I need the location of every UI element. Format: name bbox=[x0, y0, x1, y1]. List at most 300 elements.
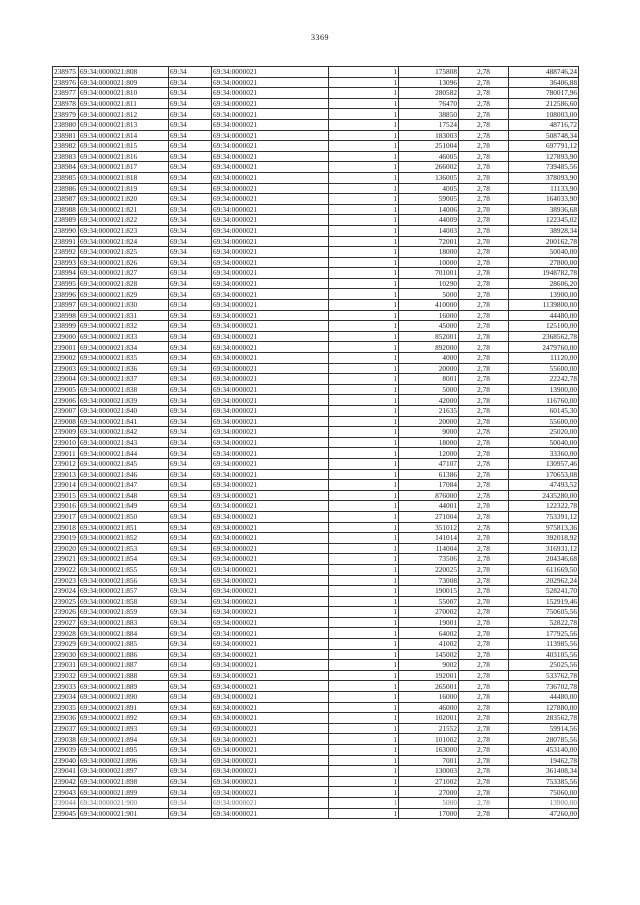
table-row bbox=[53, 543, 579, 554]
table-row bbox=[53, 787, 579, 798]
row-id-cell: 239026 bbox=[53, 607, 79, 618]
district-code-cell: 69:34 bbox=[169, 660, 212, 671]
area-cell: 47107 bbox=[399, 458, 459, 469]
value-cell: 753391,12 bbox=[509, 511, 579, 522]
table-row bbox=[53, 225, 579, 236]
rate-cell: 2,78 bbox=[459, 109, 509, 120]
district-code-cell: 69:34 bbox=[169, 702, 212, 713]
block-number-cell: 69:34:0000021 bbox=[212, 448, 329, 459]
block-number-cell: 69:34:0000021 bbox=[212, 183, 329, 194]
area-cell: 10290 bbox=[399, 278, 459, 289]
rate-cell: 2,78 bbox=[459, 713, 509, 724]
table-row bbox=[53, 617, 579, 628]
area-cell: 145002 bbox=[399, 649, 459, 660]
district-code-cell: 69:34 bbox=[169, 119, 212, 130]
area-cell: 192001 bbox=[399, 670, 459, 681]
area-cell: 19001 bbox=[399, 617, 459, 628]
value-cell: 283562,78 bbox=[509, 713, 579, 724]
district-code-cell: 69:34 bbox=[169, 194, 212, 205]
cadastral-number-cell: 69:34:0000021:845 bbox=[79, 458, 169, 469]
block-number-cell: 69:34:0000021 bbox=[212, 787, 329, 798]
rate-cell: 2,78 bbox=[459, 607, 509, 618]
district-code-cell: 69:34 bbox=[169, 395, 212, 406]
area-cell: 17000 bbox=[399, 808, 459, 819]
district-code-cell: 69:34 bbox=[169, 236, 212, 247]
cadastral-number-cell: 69:34:0000021:834 bbox=[79, 342, 169, 353]
count-cell: 1 bbox=[329, 660, 399, 671]
rate-cell: 2,78 bbox=[459, 395, 509, 406]
rate-cell: 2,78 bbox=[459, 522, 509, 533]
area-cell: 220025 bbox=[399, 564, 459, 575]
district-code-cell: 69:34 bbox=[169, 88, 212, 99]
row-id-cell: 239010 bbox=[53, 437, 79, 448]
row-id-cell: 238982 bbox=[53, 141, 79, 152]
value-cell: 152919,46 bbox=[509, 596, 579, 607]
rate-cell: 2,78 bbox=[459, 734, 509, 745]
value-cell: 533762,78 bbox=[509, 670, 579, 681]
table-row bbox=[53, 257, 579, 268]
cadastral-number-cell: 69:34:0000021:850 bbox=[79, 511, 169, 522]
row-id-cell: 239027 bbox=[53, 617, 79, 628]
block-number-cell: 69:34:0000021 bbox=[212, 98, 329, 109]
block-number-cell: 69:34:0000021 bbox=[212, 490, 329, 501]
area-cell: 852001 bbox=[399, 331, 459, 342]
count-cell: 1 bbox=[329, 342, 399, 353]
district-code-cell: 69:34 bbox=[169, 469, 212, 480]
rate-cell: 2,78 bbox=[459, 416, 509, 427]
row-id-cell: 238997 bbox=[53, 300, 79, 311]
block-number-cell: 69:34:0000021 bbox=[212, 406, 329, 417]
row-id-cell: 239031 bbox=[53, 660, 79, 671]
rate-cell: 2,78 bbox=[459, 660, 509, 671]
table-row bbox=[53, 554, 579, 565]
rate-cell: 2,78 bbox=[459, 67, 509, 78]
table-row bbox=[53, 247, 579, 258]
block-number-cell: 69:34:0000021 bbox=[212, 331, 329, 342]
count-cell: 1 bbox=[329, 564, 399, 575]
table-row bbox=[53, 660, 579, 671]
value-cell: 528241,70 bbox=[509, 586, 579, 597]
table-row bbox=[53, 458, 579, 469]
area-cell: 72001 bbox=[399, 236, 459, 247]
count-cell: 1 bbox=[329, 458, 399, 469]
value-cell: 19462,78 bbox=[509, 755, 579, 766]
block-number-cell: 69:34:0000021 bbox=[212, 586, 329, 597]
value-cell: 202962,24 bbox=[509, 575, 579, 586]
district-code-cell: 69:34 bbox=[169, 458, 212, 469]
block-number-cell: 69:34:0000021 bbox=[212, 225, 329, 236]
district-code-cell: 69:34 bbox=[169, 374, 212, 385]
row-id-cell: 239025 bbox=[53, 596, 79, 607]
row-id-cell: 239022 bbox=[53, 564, 79, 575]
cadastral-number-cell: 69:34:0000021:826 bbox=[79, 257, 169, 268]
area-cell: 4000 bbox=[399, 353, 459, 364]
block-number-cell: 69:34:0000021 bbox=[212, 522, 329, 533]
table-row bbox=[53, 194, 579, 205]
count-cell: 1 bbox=[329, 225, 399, 236]
count-cell: 1 bbox=[329, 416, 399, 427]
value-cell: 611669,50 bbox=[509, 564, 579, 575]
rate-cell: 2,78 bbox=[459, 511, 509, 522]
table-row bbox=[53, 808, 579, 819]
row-id-cell: 239013 bbox=[53, 469, 79, 480]
count-cell: 1 bbox=[329, 808, 399, 819]
value-cell: 1139800,00 bbox=[509, 300, 579, 311]
district-code-cell: 69:34 bbox=[169, 289, 212, 300]
cadastral-number-cell: 69:34:0000021:823 bbox=[79, 225, 169, 236]
block-number-cell: 69:34:0000021 bbox=[212, 607, 329, 618]
district-code-cell: 69:34 bbox=[169, 501, 212, 512]
area-cell: 265001 bbox=[399, 681, 459, 692]
count-cell: 1 bbox=[329, 278, 399, 289]
row-id-cell: 239006 bbox=[53, 395, 79, 406]
row-id-cell: 239016 bbox=[53, 501, 79, 512]
block-number-cell: 69:34:0000021 bbox=[212, 395, 329, 406]
block-number-cell: 69:34:0000021 bbox=[212, 692, 329, 703]
row-id-cell: 239044 bbox=[53, 797, 79, 808]
area-cell: 251004 bbox=[399, 141, 459, 152]
cadastral-number-cell: 69:34:0000021:813 bbox=[79, 119, 169, 130]
row-id-cell: 238981 bbox=[53, 130, 79, 141]
district-code-cell: 69:34 bbox=[169, 607, 212, 618]
value-cell: 13900,00 bbox=[509, 289, 579, 300]
block-number-cell: 69:34:0000021 bbox=[212, 713, 329, 724]
value-cell: 33360,00 bbox=[509, 448, 579, 459]
value-cell: 25020,00 bbox=[509, 427, 579, 438]
block-number-cell: 69:34:0000021 bbox=[212, 257, 329, 268]
rate-cell: 2,78 bbox=[459, 119, 509, 130]
count-cell: 1 bbox=[329, 395, 399, 406]
value-cell: 13900,00 bbox=[509, 384, 579, 395]
value-cell: 50040,00 bbox=[509, 437, 579, 448]
rate-cell: 2,78 bbox=[459, 448, 509, 459]
row-id-cell: 238984 bbox=[53, 162, 79, 173]
district-code-cell: 69:34 bbox=[169, 310, 212, 321]
block-number-cell: 69:34:0000021 bbox=[212, 554, 329, 565]
value-cell: 280785,56 bbox=[509, 734, 579, 745]
table-row bbox=[53, 77, 579, 88]
cadastral-number-cell: 69:34:0000021:846 bbox=[79, 469, 169, 480]
area-cell: 351012 bbox=[399, 522, 459, 533]
row-id-cell: 239003 bbox=[53, 363, 79, 374]
block-number-cell: 69:34:0000021 bbox=[212, 384, 329, 395]
block-number-cell: 69:34:0000021 bbox=[212, 469, 329, 480]
page-number: 3369 bbox=[311, 33, 329, 42]
table-row bbox=[53, 162, 579, 173]
rate-cell: 2,78 bbox=[459, 490, 509, 501]
row-id-cell: 238985 bbox=[53, 172, 79, 183]
value-cell: 378093,90 bbox=[509, 172, 579, 183]
count-cell: 1 bbox=[329, 501, 399, 512]
rate-cell: 2,78 bbox=[459, 342, 509, 353]
block-number-cell: 69:34:0000021 bbox=[212, 575, 329, 586]
area-cell: 183003 bbox=[399, 130, 459, 141]
value-cell: 38936,68 bbox=[509, 204, 579, 215]
value-cell: 108003,00 bbox=[509, 109, 579, 120]
cadastral-number-cell: 69:34:0000021:854 bbox=[79, 554, 169, 565]
district-code-cell: 69:34 bbox=[169, 490, 212, 501]
table-row bbox=[53, 215, 579, 226]
rate-cell: 2,78 bbox=[459, 236, 509, 247]
row-id-cell: 238983 bbox=[53, 151, 79, 162]
value-cell: 50040,00 bbox=[509, 247, 579, 258]
count-cell: 1 bbox=[329, 554, 399, 565]
value-cell: 316931,12 bbox=[509, 543, 579, 554]
rate-cell: 2,78 bbox=[459, 543, 509, 554]
rate-cell: 2,78 bbox=[459, 406, 509, 417]
rate-cell: 2,78 bbox=[459, 194, 509, 205]
area-cell: 73506 bbox=[399, 554, 459, 565]
count-cell: 1 bbox=[329, 586, 399, 597]
count-cell: 1 bbox=[329, 289, 399, 300]
area-cell: 280582 bbox=[399, 88, 459, 99]
rate-cell: 2,78 bbox=[459, 331, 509, 342]
area-cell: 410000 bbox=[399, 300, 459, 311]
area-cell: 73008 bbox=[399, 575, 459, 586]
value-cell: 212586,60 bbox=[509, 98, 579, 109]
count-cell: 1 bbox=[329, 681, 399, 692]
area-cell: 76470 bbox=[399, 98, 459, 109]
district-code-cell: 69:34 bbox=[169, 808, 212, 819]
rate-cell: 2,78 bbox=[459, 681, 509, 692]
district-code-cell: 69:34 bbox=[169, 745, 212, 756]
table-row bbox=[53, 204, 579, 215]
table-row bbox=[53, 745, 579, 756]
rate-cell: 2,78 bbox=[459, 787, 509, 798]
block-number-cell: 69:34:0000021 bbox=[212, 501, 329, 512]
district-code-cell: 69:34 bbox=[169, 755, 212, 766]
district-code-cell: 69:34 bbox=[169, 109, 212, 120]
rate-cell: 2,78 bbox=[459, 797, 509, 808]
block-number-cell: 69:34:0000021 bbox=[212, 437, 329, 448]
area-cell: 16000 bbox=[399, 310, 459, 321]
row-id-cell: 238979 bbox=[53, 109, 79, 120]
table-row bbox=[53, 702, 579, 713]
cadastral-number-cell: 69:34:0000021:892 bbox=[79, 713, 169, 724]
value-cell: 52822,78 bbox=[509, 617, 579, 628]
value-cell: 25025,56 bbox=[509, 660, 579, 671]
count-cell: 1 bbox=[329, 575, 399, 586]
block-number-cell: 69:34:0000021 bbox=[212, 204, 329, 215]
row-id-cell: 239036 bbox=[53, 713, 79, 724]
count-cell: 1 bbox=[329, 692, 399, 703]
district-code-cell: 69:34 bbox=[169, 628, 212, 639]
rate-cell: 2,78 bbox=[459, 480, 509, 491]
value-cell: 736702,78 bbox=[509, 681, 579, 692]
area-cell: 61386 bbox=[399, 469, 459, 480]
rate-cell: 2,78 bbox=[459, 268, 509, 279]
value-cell: 170653,08 bbox=[509, 469, 579, 480]
district-code-cell: 69:34 bbox=[169, 713, 212, 724]
row-id-cell: 238998 bbox=[53, 310, 79, 321]
count-cell: 1 bbox=[329, 787, 399, 798]
count-cell: 1 bbox=[329, 310, 399, 321]
cadastral-number-cell: 69:34:0000021:818 bbox=[79, 172, 169, 183]
block-number-cell: 69:34:0000021 bbox=[212, 268, 329, 279]
block-number-cell: 69:34:0000021 bbox=[212, 511, 329, 522]
row-id-cell: 238987 bbox=[53, 194, 79, 205]
table-row bbox=[53, 406, 579, 417]
count-cell: 1 bbox=[329, 119, 399, 130]
cadastral-number-cell: 69:34:0000021:840 bbox=[79, 406, 169, 417]
value-cell: 44480,00 bbox=[509, 310, 579, 321]
row-id-cell: 238980 bbox=[53, 119, 79, 130]
count-cell: 1 bbox=[329, 130, 399, 141]
area-cell: 21635 bbox=[399, 406, 459, 417]
row-id-cell: 239023 bbox=[53, 575, 79, 586]
block-number-cell: 69:34:0000021 bbox=[212, 374, 329, 385]
value-cell: 200162,78 bbox=[509, 236, 579, 247]
cadastral-number-cell: 69:34:0000021:855 bbox=[79, 564, 169, 575]
district-code-cell: 69:34 bbox=[169, 692, 212, 703]
rate-cell: 2,78 bbox=[459, 151, 509, 162]
rate-cell: 2,78 bbox=[459, 321, 509, 332]
area-cell: 13096 bbox=[399, 77, 459, 88]
area-cell: 42000 bbox=[399, 395, 459, 406]
cadastral-number-cell: 69:34:0000021:849 bbox=[79, 501, 169, 512]
area-cell: 20000 bbox=[399, 416, 459, 427]
district-code-cell: 69:34 bbox=[169, 734, 212, 745]
cadastral-number-cell: 69:34:0000021:851 bbox=[79, 522, 169, 533]
value-cell: 75060,00 bbox=[509, 787, 579, 798]
rate-cell: 2,78 bbox=[459, 766, 509, 777]
district-code-cell: 69:34 bbox=[169, 564, 212, 575]
district-code-cell: 69:34 bbox=[169, 172, 212, 183]
count-cell: 1 bbox=[329, 723, 399, 734]
row-id-cell: 239019 bbox=[53, 533, 79, 544]
area-cell: 27000 bbox=[399, 787, 459, 798]
cadastral-number-cell: 69:34:0000021:809 bbox=[79, 77, 169, 88]
rate-cell: 2,78 bbox=[459, 384, 509, 395]
cadastral-number-cell: 69:34:0000021:841 bbox=[79, 416, 169, 427]
rate-cell: 2,78 bbox=[459, 427, 509, 438]
count-cell: 1 bbox=[329, 702, 399, 713]
table-row bbox=[53, 321, 579, 332]
block-number-cell: 69:34:0000021 bbox=[212, 215, 329, 226]
cadastral-number-cell: 69:34:0000021:839 bbox=[79, 395, 169, 406]
district-code-cell: 69:34 bbox=[169, 586, 212, 597]
area-cell: 16000 bbox=[399, 692, 459, 703]
row-id-cell: 239041 bbox=[53, 766, 79, 777]
cadastral-number-cell: 69:34:0000021:844 bbox=[79, 448, 169, 459]
count-cell: 1 bbox=[329, 247, 399, 258]
district-code-cell: 69:34 bbox=[169, 215, 212, 226]
count-cell: 1 bbox=[329, 490, 399, 501]
area-cell: 9000 bbox=[399, 427, 459, 438]
count-cell: 1 bbox=[329, 437, 399, 448]
cadastral-number-cell: 69:34:0000021:835 bbox=[79, 353, 169, 364]
block-number-cell: 69:34:0000021 bbox=[212, 109, 329, 120]
table-row bbox=[53, 289, 579, 300]
cadastral-number-cell: 69:34:0000021:836 bbox=[79, 363, 169, 374]
table-row bbox=[53, 639, 579, 650]
cadastral-number-cell: 69:34:0000021:828 bbox=[79, 278, 169, 289]
rate-cell: 2,78 bbox=[459, 776, 509, 787]
table-row bbox=[53, 384, 579, 395]
count-cell: 1 bbox=[329, 331, 399, 342]
district-code-cell: 69:34 bbox=[169, 480, 212, 491]
row-id-cell: 238991 bbox=[53, 236, 79, 247]
row-id-cell: 239020 bbox=[53, 543, 79, 554]
rate-cell: 2,78 bbox=[459, 723, 509, 734]
row-id-cell: 239029 bbox=[53, 639, 79, 650]
block-number-cell: 69:34:0000021 bbox=[212, 247, 329, 258]
row-id-cell: 239002 bbox=[53, 353, 79, 364]
block-number-cell: 69:34:0000021 bbox=[212, 162, 329, 173]
cadastral-number-cell: 69:34:0000021:833 bbox=[79, 331, 169, 342]
block-number-cell: 69:34:0000021 bbox=[212, 649, 329, 660]
table-row bbox=[53, 596, 579, 607]
area-cell: 175808 bbox=[399, 67, 459, 78]
count-cell: 1 bbox=[329, 649, 399, 660]
table-row bbox=[53, 681, 579, 692]
table-row bbox=[53, 363, 579, 374]
cadastral-number-cell: 69:34:0000021:883 bbox=[79, 617, 169, 628]
count-cell: 1 bbox=[329, 236, 399, 247]
district-code-cell: 69:34 bbox=[169, 268, 212, 279]
district-code-cell: 69:34 bbox=[169, 681, 212, 692]
registry-table bbox=[52, 66, 579, 819]
area-cell: 14006 bbox=[399, 204, 459, 215]
value-cell: 453140,00 bbox=[509, 745, 579, 756]
row-id-cell: 238996 bbox=[53, 289, 79, 300]
area-cell: 59005 bbox=[399, 194, 459, 205]
area-cell: 7001 bbox=[399, 755, 459, 766]
district-code-cell: 69:34 bbox=[169, 141, 212, 152]
rate-cell: 2,78 bbox=[459, 702, 509, 713]
block-number-cell: 69:34:0000021 bbox=[212, 681, 329, 692]
count-cell: 1 bbox=[329, 533, 399, 544]
area-cell: 45000 bbox=[399, 321, 459, 332]
rate-cell: 2,78 bbox=[459, 670, 509, 681]
cadastral-number-cell: 69:34:0000021:821 bbox=[79, 204, 169, 215]
table-row bbox=[53, 766, 579, 777]
cadastral-number-cell: 69:34:0000021:810 bbox=[79, 88, 169, 99]
value-cell: 44480,00 bbox=[509, 692, 579, 703]
value-cell: 13900,00 bbox=[509, 797, 579, 808]
cadastral-number-cell: 69:34:0000021:884 bbox=[79, 628, 169, 639]
table-row bbox=[53, 141, 579, 152]
area-cell: 17084 bbox=[399, 480, 459, 491]
block-number-cell: 69:34:0000021 bbox=[212, 310, 329, 321]
value-cell: 11120,00 bbox=[509, 353, 579, 364]
rate-cell: 2,78 bbox=[459, 278, 509, 289]
row-id-cell: 238976 bbox=[53, 77, 79, 88]
district-code-cell: 69:34 bbox=[169, 363, 212, 374]
rate-cell: 2,78 bbox=[459, 300, 509, 311]
block-number-cell: 69:34:0000021 bbox=[212, 480, 329, 491]
count-cell: 1 bbox=[329, 141, 399, 152]
cadastral-number-cell: 69:34:0000021:901 bbox=[79, 808, 169, 819]
district-code-cell: 69:34 bbox=[169, 130, 212, 141]
cadastral-number-cell: 69:34:0000021:900 bbox=[79, 797, 169, 808]
count-cell: 1 bbox=[329, 734, 399, 745]
district-code-cell: 69:34 bbox=[169, 522, 212, 533]
table-row bbox=[53, 109, 579, 120]
table-row bbox=[53, 670, 579, 681]
district-code-cell: 69:34 bbox=[169, 77, 212, 88]
block-number-cell: 69:34:0000021 bbox=[212, 564, 329, 575]
rate-cell: 2,78 bbox=[459, 437, 509, 448]
table-row bbox=[53, 437, 579, 448]
rate-cell: 2,78 bbox=[459, 257, 509, 268]
cadastral-number-cell: 69:34:0000021:888 bbox=[79, 670, 169, 681]
row-id-cell: 239004 bbox=[53, 374, 79, 385]
cadastral-number-cell: 69:34:0000021:831 bbox=[79, 310, 169, 321]
value-cell: 204346,68 bbox=[509, 554, 579, 565]
district-code-cell: 69:34 bbox=[169, 776, 212, 787]
district-code-cell: 69:34 bbox=[169, 321, 212, 332]
